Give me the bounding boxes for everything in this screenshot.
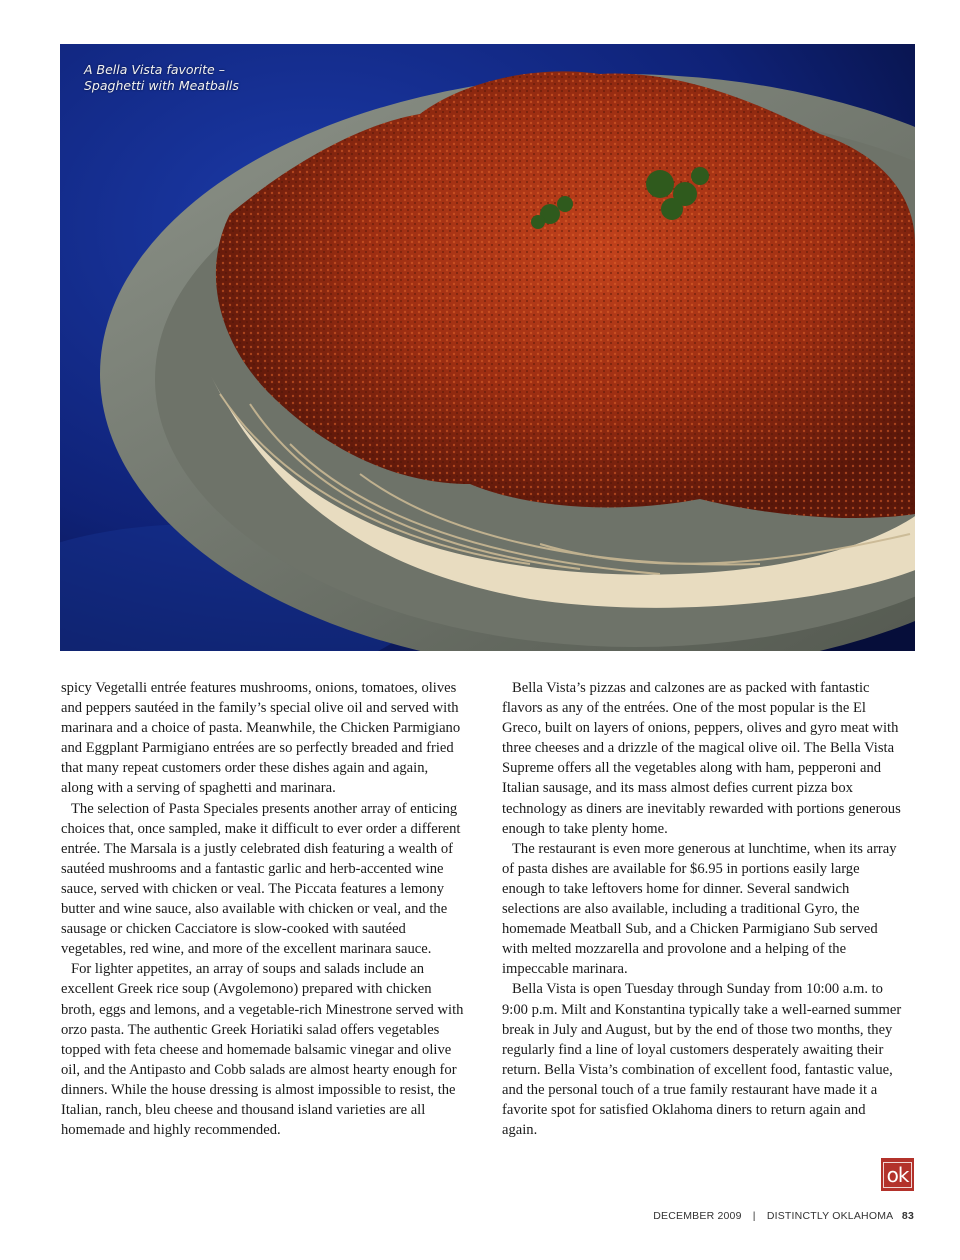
footer-date: DECEMBER 2009 — [653, 1210, 742, 1222]
footer-publication: DISTINCTLY OKLAHOMA — [766, 1210, 893, 1222]
spaghetti-illustration — [60, 44, 915, 651]
article-left-column — [61, 678, 464, 1140]
left-paragraph-2: The selection of Pasta Speciales presents another array of enticing choices that, once sampled, make it difficult to ever order a different entrée. The Marsala is a justly celebrated dish featuring a wealth of sautéed mushrooms and a fantastic garlic and herb-accented wine sauce, served with chicken or veal. The Piccata features a lemony butter and wine sauce, also available with chicken or veal, and the sausage or chicken Cacciatore is slow-cooked with sautéed vegetables, red wine, and more of the excellent marinara sauce. — [61, 800, 461, 958]
footer-separator: | — [752, 1210, 756, 1222]
caption-line-2: Spaghetti with Meatballs — [84, 78, 239, 93]
left-paragraph-3: For lighter appetites, an array of soups and salads include an excellent Greek rice soup (Avgolemono) prepared with chicken broth, eggs and lemons, and a vegetable-rich Minestrone served with orzo pasta. The authentic Greek Horiatiki salad offers vegetables topped with feta cheese and homemade balsamic vinegar and olive oil, and the Antipasto and Cobb salads are almost hearty enough for dinners. While the house dressing is almost impossible to resist, the Italian, ranch, bleu cheese and thousand island varieties are all homemade and highly recommended. — [61, 961, 464, 1139]
right-paragraph-1: Bella Vista’s pizzas and calzones are as packed with fantastic flavors as any of the entrées. One of the most popular is the El Greco, built on layers of onions, peppers, olives and gyro meat with three cheeses and a drizzle of the magical olive oil. The Bella Vista Supreme offers all the vegetables along with ham, pepperoni and Italian sausage, and its mass almost defies current pizza box technology as diners are inevitably rewarded with portions generous enough to take plenty home. — [502, 680, 901, 837]
right-paragraph-3: Bella Vista is open Tuesday through Sunday from 10:00 a.m. to 9:00 p.m. Milt and Konstantina typically take a well-earned summer break in July and August, but by the end of those two months, they regularly find a line of loyal customers desperately awaiting their return. Bella Vista’s combination of excellent food, fantastic value, and the personal touch of a true family restaurant have made it a favorite spot for satisfied Oklahoma diners to return again and again. — [502, 981, 902, 1139]
right-paragraph-2: The restaurant is even more generous at lunchtime, when its array of pasta dishes are available for $6.95 in portions easily large enough to take leftovers home for dinner. Several sandwich selections are also available, including a traditional Gyro, the homemade Meatball Sub, and a Chicken Parmigiano Sub served with melted mozzarella and provolone and a helping of the impeccable marinara. — [502, 840, 897, 978]
caption-line-1: A Bella Vista favorite – — [84, 62, 225, 77]
page-footer — [653, 1210, 914, 1222]
photo-caption — [84, 62, 239, 94]
ok-logo-text: ok — [883, 1162, 913, 1188]
left-paragraph-1: spicy Vegetalli entrée features mushrooms, onions, tomatoes, olives and peppers sautéed in the family’s special olive oil and served with marinara and a choice of pasta. Meanwhile, the Chicken Parmigiano and Eggplant Parmigiano entrées are so perfectly breaded and fried that many repeat customers order these dishes again and again, along with a serving of spaghetti and marinara. — [61, 680, 461, 797]
article-right-column — [502, 678, 902, 1140]
spaghetti-photo — [60, 44, 915, 651]
ok-logo — [881, 1158, 914, 1191]
page-number: 83 — [901, 1210, 914, 1222]
